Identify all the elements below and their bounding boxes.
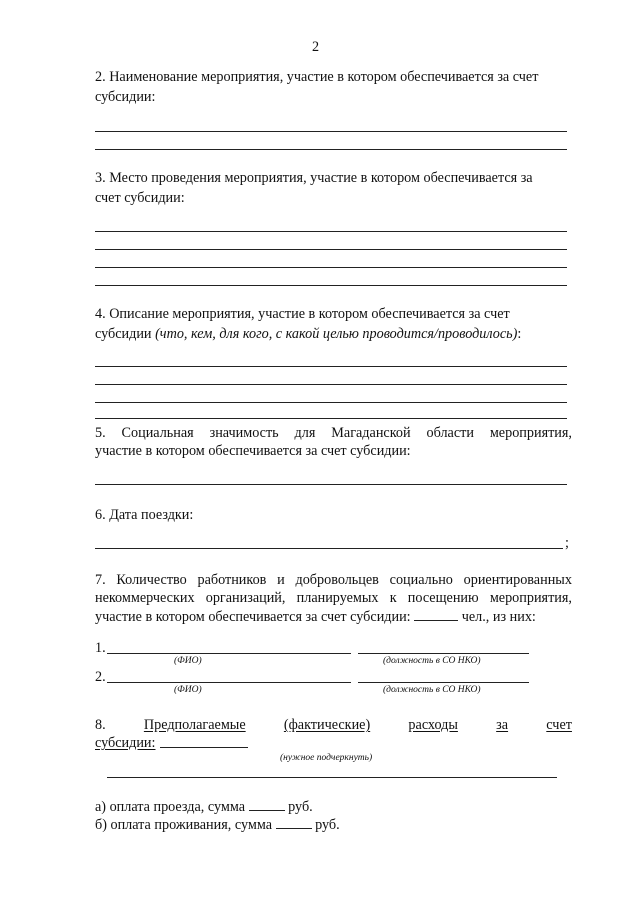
fio-caption: (ФИО) [174, 656, 202, 666]
date-input-line[interactable] [95, 548, 563, 549]
section-8-line-1 [95, 716, 572, 734]
travel-cost-unit: руб. [288, 799, 313, 815]
s8-num: 8. [95, 717, 106, 733]
fill-line[interactable] [107, 777, 557, 778]
section-4-prefix: субсидии [95, 326, 152, 342]
fill-line[interactable] [95, 131, 567, 132]
accommodation-cost-line [95, 815, 340, 834]
position-caption: (должность в СО НКО) [383, 656, 481, 666]
s8-word: счет [546, 717, 572, 733]
travel-cost-line [95, 797, 313, 816]
fill-line[interactable] [95, 366, 567, 367]
count-input[interactable] [414, 607, 458, 621]
section-2-line-1: 2. Наименование мероприятия, участие в котором обеспечивается за счет [95, 69, 539, 85]
s5-word: области [426, 425, 474, 441]
section-7-line-2: некоммерческих организаций, планируемых к посещению мероприятия, [95, 590, 572, 606]
accommodation-cost-input[interactable] [276, 815, 312, 829]
s8-subsidy: субсидии: [95, 735, 156, 751]
section-4-line-1: 4. Описание мероприятия, участие в котором обеспечивается за счет [95, 306, 510, 322]
section-3-line-1: 3. Место проведения мероприятия, участие в котором обеспечивается за [95, 170, 533, 186]
section-4-colon: : [517, 326, 522, 342]
travel-cost-label: а) оплата проезда, сумма [95, 799, 246, 815]
section-2-line-2: субсидии: [95, 89, 156, 105]
accommodation-cost-label: б) оплата проживания, сумма [95, 817, 273, 833]
s5-word: значимость [209, 425, 279, 441]
fill-line[interactable] [95, 249, 567, 250]
fio-input[interactable] [107, 653, 351, 654]
fill-line[interactable] [95, 231, 567, 232]
section-7-line-3-text: участие в котором обеспечивается за счет субсидии: [95, 609, 411, 625]
s8-planned[interactable]: Предполагаемые [143, 717, 246, 733]
section-7-line-3-tail: чел., из них: [461, 609, 536, 625]
fill-line[interactable] [95, 418, 567, 419]
section-8-line-2 [95, 734, 155, 752]
row-2-number: 2. [95, 669, 106, 685]
section-7-line-1: 7. Количество работников и добровольцев социально ориентированных [95, 572, 572, 588]
fill-line[interactable] [95, 267, 567, 268]
underline-note: (нужное подчеркнуть) [280, 753, 373, 763]
fill-line[interactable] [95, 402, 567, 403]
fill-line[interactable] [95, 384, 567, 385]
fill-line[interactable] [160, 747, 248, 748]
accommodation-cost-unit: руб. [315, 817, 340, 833]
section-5-line-2: участие в котором обеспечивается за счет субсидии: [95, 443, 411, 459]
s8-word: расходы [408, 717, 458, 733]
s5-word: для [294, 425, 316, 441]
position-caption: (должность в СО НКО) [383, 685, 481, 695]
travel-cost-input[interactable] [249, 797, 285, 811]
fio-caption: (ФИО) [174, 685, 202, 695]
fill-line[interactable] [95, 285, 567, 286]
section-4-hint: (что, кем, для кого, с какой целью проводится/проводилось) [155, 326, 518, 342]
section-5-line-1 [95, 424, 572, 442]
s5-word: Социальная [121, 425, 194, 441]
s8-word: за [496, 717, 509, 733]
position-input[interactable] [358, 682, 529, 683]
s8-actual[interactable]: (фактические) [283, 717, 371, 733]
s5-word: мероприятия, [489, 425, 572, 441]
section-3-line-2: счет субсидии: [95, 190, 185, 206]
position-input[interactable] [358, 653, 529, 654]
s5-word: Магаданской [331, 425, 411, 441]
fio-input[interactable] [107, 682, 351, 683]
page-number: 2 [312, 39, 320, 55]
section-4-line-2 [95, 325, 521, 343]
section-7-line-3 [95, 607, 536, 626]
section-6-end: ; [565, 535, 569, 551]
s5-word: 5. [95, 425, 106, 441]
fill-line[interactable] [95, 484, 567, 485]
fill-line[interactable] [95, 149, 567, 150]
section-6-label: 6. Дата поездки: [95, 507, 194, 523]
row-1-number: 1. [95, 640, 106, 656]
